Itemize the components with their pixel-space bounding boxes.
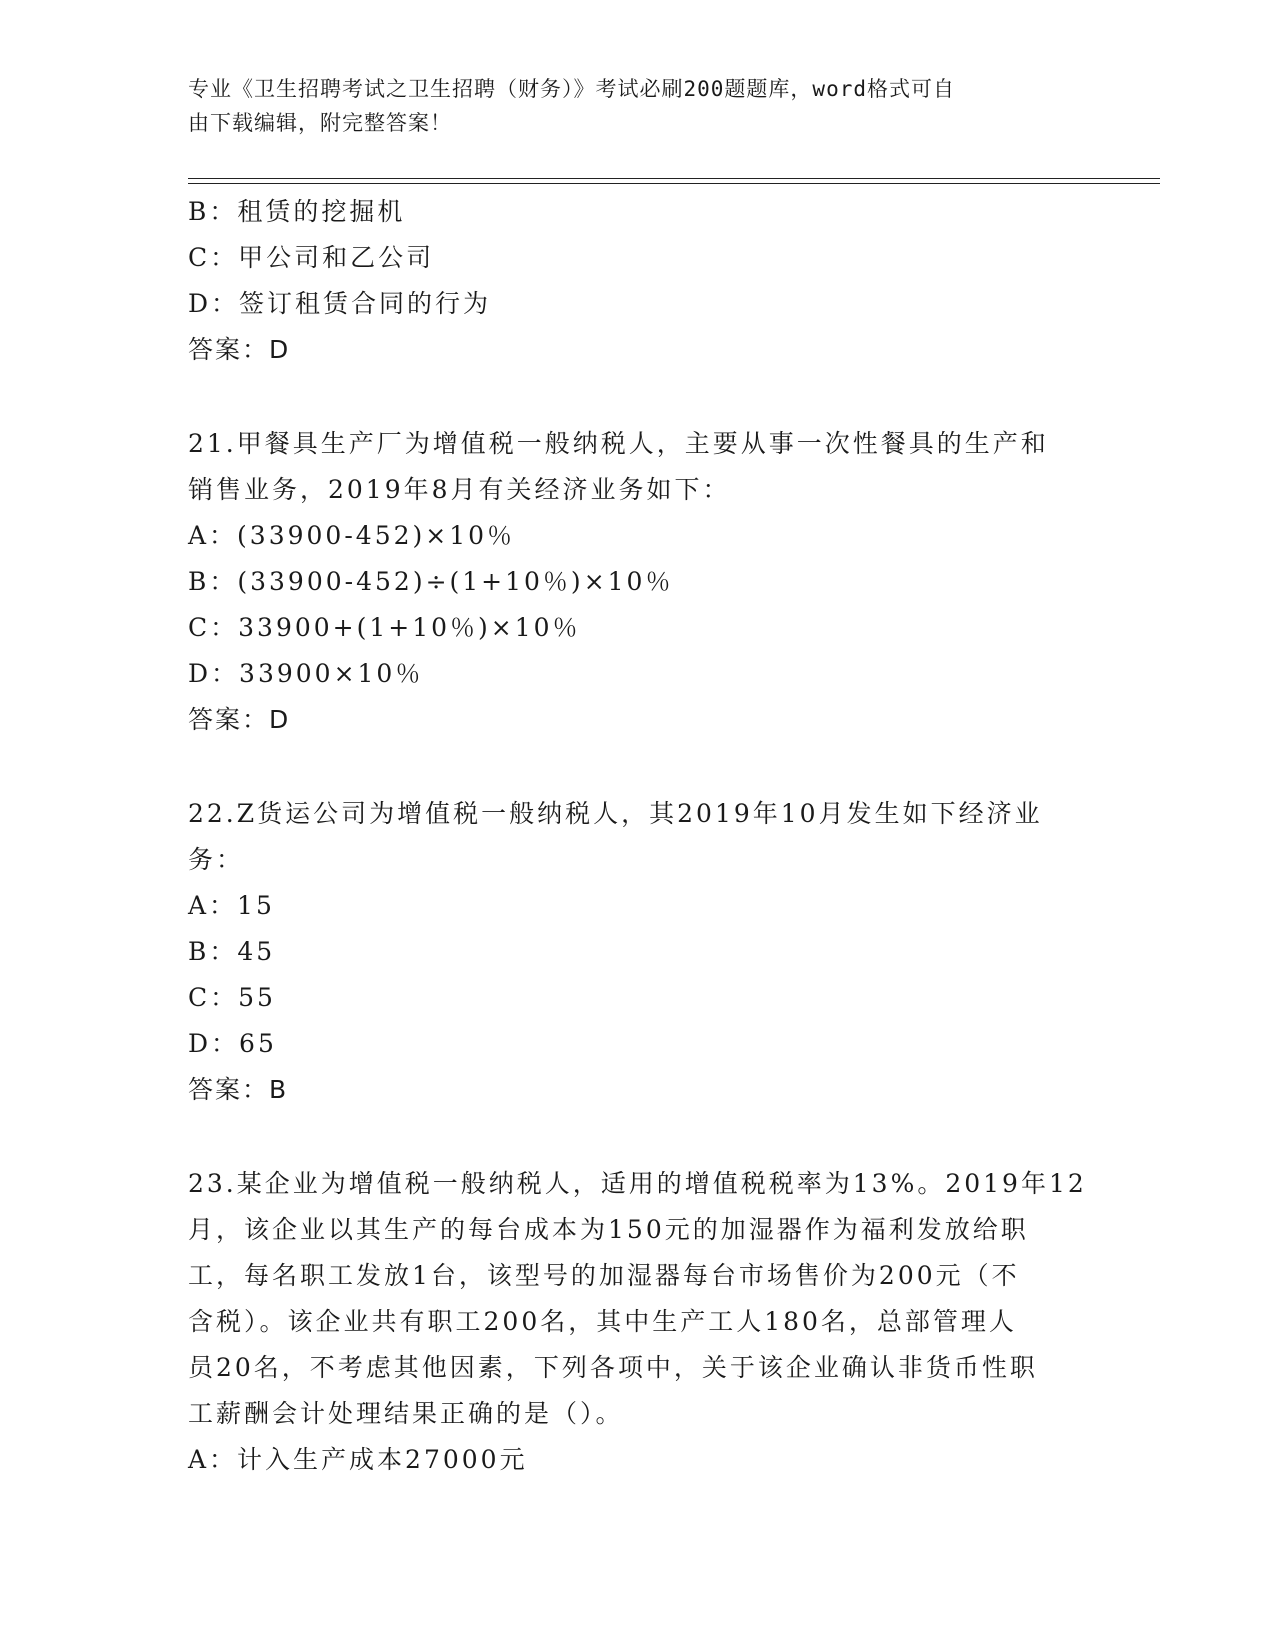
option-d: D：签订租赁合同的行为 (188, 289, 492, 318)
spacer (188, 373, 1088, 421)
answer-line: 答案：D (188, 335, 291, 364)
question-23 (188, 1161, 1088, 1483)
header-line-1: 专业《卫生招聘考试之卫生招聘（财务）》考试必刷200题题库，word格式可自 (188, 77, 955, 101)
question-stem-line: 含税）。该企业共有职工200名，其中生产工人180名，总部管理人 (188, 1307, 1017, 1336)
question-stem-line: 员20名，不考虑其他因素，下列各项中，关于该企业确认非货币性职 (188, 1353, 1038, 1382)
option-b: B：(33900-452)÷(1+10％)×10％ (188, 567, 674, 596)
question-stem-line: 月，该企业以其生产的每台成本为150元的加湿器作为福利发放给职 (188, 1215, 1029, 1244)
option-c: C：55 (188, 983, 276, 1012)
answer-line: 答案：B (188, 1075, 289, 1104)
question-stem-line: 销售业务，2019年8月有关经济业务如下： (188, 475, 731, 504)
header-divider-top (188, 178, 1160, 179)
option-d: D：65 (188, 1029, 277, 1058)
answer-line: 答案：D (188, 705, 291, 734)
header-divider-bottom (188, 183, 1160, 184)
question-22 (188, 791, 1088, 1113)
question-stem-line: 工薪酬会计处理结果正确的是（）。 (188, 1399, 624, 1428)
question-21 (188, 421, 1088, 743)
header-line-2: 由下载编辑，附完整答案！ (188, 111, 452, 135)
spacer (188, 1113, 1088, 1161)
option-d: D：33900×10％ (188, 659, 424, 688)
question-stem-line: 21.甲餐具生产厂为增值税一般纳税人，主要从事一次性餐具的生产和 (188, 429, 1049, 458)
question-stem-line: 务： (188, 845, 245, 874)
question-stem-line: 22.Z货运公司为增值税一般纳税人，其2019年10月发生如下经济业 (188, 799, 1043, 828)
option-b: B：45 (188, 937, 276, 966)
option-a: A：计入生产成本27000元 (188, 1445, 528, 1474)
spacer (188, 743, 1088, 791)
question-stem-line: 工，每名职工发放1台，该型号的加湿器每台市场售价为200元（不 (188, 1261, 1020, 1290)
option-b: B：租赁的挖掘机 (188, 197, 406, 226)
option-c: C：33900+(1+10％)×10％ (188, 613, 581, 642)
option-c: C：甲公司和乙公司 (188, 243, 435, 272)
question-20-tail (188, 189, 1088, 373)
document-header (188, 72, 1068, 140)
question-stem-line: 23.某企业为增值税一般纳税人，适用的增值税税率为13%。2019年12 (188, 1169, 1087, 1198)
option-a: A：15 (188, 891, 275, 920)
option-a: A：(33900-452)×10％ (188, 521, 516, 550)
question-list (188, 189, 1088, 1483)
